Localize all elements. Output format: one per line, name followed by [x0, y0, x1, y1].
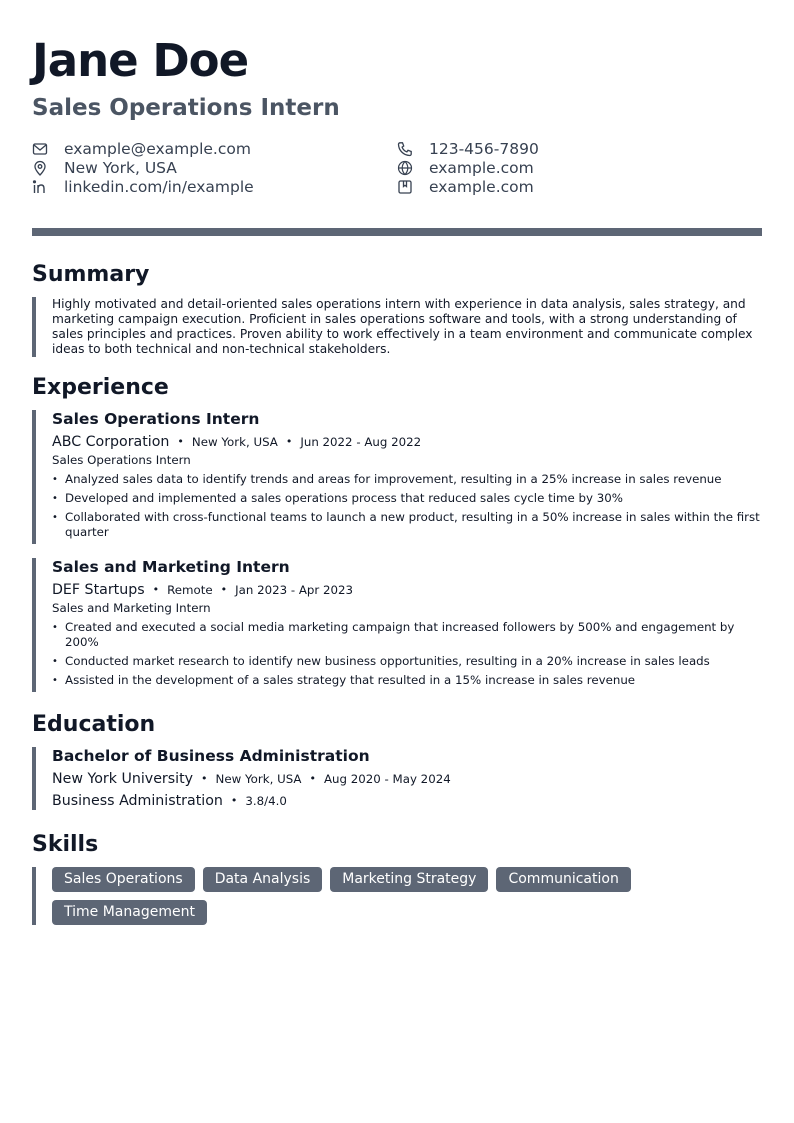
job-dates: Jun 2022 - Aug 2022	[300, 434, 422, 449]
list-item: • Developed and implemented a sales operations process that reduced sales cycle time by 30%	[52, 491, 762, 506]
experience-item	[32, 558, 762, 692]
job-dates: Jan 2023 - Apr 2023	[235, 582, 354, 597]
skill-chip: Data Analysis	[203, 867, 323, 892]
location-text: New York, USA	[64, 158, 177, 177]
contact-linkedin[interactable]	[32, 177, 254, 196]
skills-list	[52, 867, 762, 925]
job-meta	[52, 580, 762, 599]
education-heading: Education	[32, 712, 156, 737]
contact-phone[interactable]	[397, 139, 539, 158]
contact-portfolio[interactable]	[397, 177, 534, 196]
skills-block	[32, 867, 762, 925]
list-item: • Assisted in the development of a sales strategy that resulted in a 15% increase in sales revenue	[52, 673, 762, 688]
field-of-study: Business Administration	[52, 792, 223, 809]
job-bullets	[52, 620, 762, 688]
job-company: DEF Startups	[52, 581, 145, 598]
skills-heading: Skills	[32, 832, 99, 857]
job-location: Remote	[167, 582, 213, 597]
education-field-row	[52, 791, 762, 810]
job-role: Sales Operations Intern	[52, 453, 191, 467]
header-divider	[32, 228, 762, 236]
contact-website[interactable]	[397, 158, 534, 177]
candidate-name: Jane Doe	[32, 34, 249, 87]
portfolio-text: example.com	[429, 177, 534, 196]
list-item: • Analyzed sales data to identify trends and areas for improvement, resulting in a 25% increase in sales revenue	[52, 472, 762, 487]
separator-dot: •	[230, 794, 238, 807]
school-name: New York University	[52, 770, 194, 787]
separator-dot: •	[177, 435, 184, 448]
globe-icon	[397, 160, 413, 176]
email-text: example@example.com	[64, 139, 251, 158]
linkedin-text: linkedin.com/in/example	[64, 177, 254, 196]
bookmark-icon	[397, 179, 413, 195]
summary-heading: Summary	[32, 262, 150, 287]
gpa: 3.8/4.0	[245, 793, 287, 808]
experience-item	[32, 410, 762, 544]
contact-location	[32, 158, 177, 177]
separator-dot: •	[309, 772, 316, 785]
list-item: • Conducted market research to identify new business opportunities, resulting in a 20% increase in sales leads	[52, 654, 762, 669]
job-position: Sales and Marketing Intern	[52, 558, 290, 576]
education-dates: Aug 2020 - May 2024	[323, 771, 451, 786]
summary-text: Highly motivated and detail-oriented sales operations intern with experience in data analysis, sales strategy, and marketing campaign execution. Proficient in sales operations software and tools, with a strong understanding of sales principles and practices. Proven ability to work effectively in a team environment and communicate complex ideas to both technical and non-technical stakeholders.	[52, 297, 753, 356]
education-meta	[52, 769, 762, 788]
skill-chip: Marketing Strategy	[330, 867, 488, 892]
website-text: example.com	[429, 158, 534, 177]
degree-title: Bachelor of Business Administration	[52, 747, 370, 765]
phone-icon	[397, 141, 413, 157]
school-location: New York, USA	[215, 771, 302, 786]
job-meta	[52, 432, 762, 451]
separator-dot: •	[220, 583, 228, 596]
separator-dot: •	[201, 772, 208, 785]
candidate-title: Sales Operations Intern	[32, 95, 340, 121]
experience-heading: Experience	[32, 375, 169, 400]
job-bullets	[52, 472, 762, 540]
list-item: • Created and executed a social media marketing campaign that increased followers by 500% and engagement by 200%	[52, 620, 762, 650]
skill-chip: Sales Operations	[52, 867, 195, 892]
map-pin-icon	[32, 160, 48, 176]
contact-email[interactable]	[32, 139, 251, 158]
job-role: Sales and Marketing Intern	[52, 601, 211, 615]
phone-text: 123-456-7890	[429, 139, 539, 158]
linkedin-icon	[32, 179, 48, 195]
skill-chip: Time Management	[52, 900, 207, 925]
skill-chip: Communication	[496, 867, 630, 892]
job-position: Sales Operations Intern	[52, 410, 260, 428]
job-company: ABC Corporation	[52, 433, 170, 450]
education-item	[32, 747, 762, 810]
separator-dot: •	[152, 583, 160, 596]
separator-dot: •	[285, 435, 293, 448]
envelope-icon	[32, 141, 48, 157]
list-item: • Collaborated with cross-functional teams to launch a new product, resulting in a 50% increase in sales within the first quarter	[52, 510, 762, 540]
job-location: New York, USA	[191, 434, 278, 449]
summary-block	[32, 297, 762, 357]
